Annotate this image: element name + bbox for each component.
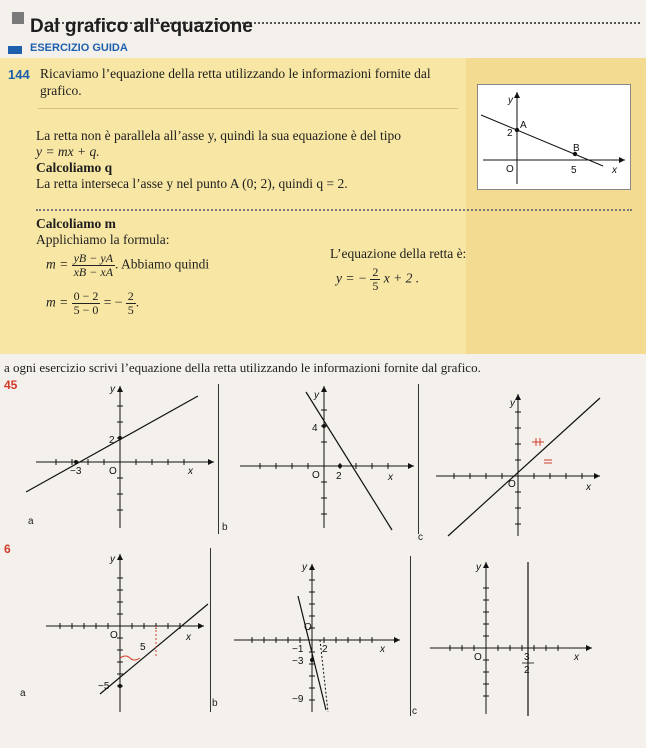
formula: [46, 252, 209, 279]
separator-146-2: [410, 556, 411, 716]
guide-separator-1: [38, 108, 458, 109]
result-simplified: [126, 290, 136, 317]
guide-point-a: [515, 128, 519, 132]
x-label: x: [574, 652, 579, 663]
separator-145-1: [218, 384, 219, 534]
graph-145a: [22, 382, 218, 532]
y-label: y: [110, 554, 115, 565]
arrow-y: [483, 562, 489, 568]
arrow-y: [117, 554, 123, 560]
graph-146b-label: b: [212, 698, 218, 709]
origin-label: O: [312, 470, 320, 481]
result-lhs: m =: [46, 294, 69, 310]
section-marker: [8, 46, 22, 54]
origin-label: O: [110, 630, 118, 641]
guide-origin: O: [506, 164, 514, 175]
result-numerator: 0 − 2: [73, 289, 99, 303]
guide-x-label: x: [612, 165, 617, 176]
tick-label-2: 2: [322, 644, 328, 655]
arrow-y: [309, 564, 315, 570]
instructions: a ogni esercizio scrivi l’equazione della retta utilizzando le informazioni fornite dal grafico.: [4, 360, 481, 375]
tick-label-2: 2: [109, 435, 115, 446]
x-label: x: [388, 472, 393, 483]
origin-label: O: [304, 622, 312, 633]
y-label: y: [302, 562, 307, 573]
red-annotation: [120, 656, 140, 660]
result-fraction: [72, 290, 101, 317]
tick-label-minus1: −1: [292, 644, 304, 655]
guide-intro-line1: Ricaviamo l’equazione della retta utilizzando le informazioni fornite dal: [40, 66, 431, 81]
x-label: x: [188, 466, 193, 477]
calc-m-title: Calcoliamo m: [36, 216, 116, 231]
section-label: ESERCIZIO GUIDA: [30, 42, 128, 54]
result-formula: [46, 290, 139, 317]
graph-145c: [430, 386, 620, 538]
exercise-number-145: 45: [4, 378, 18, 392]
arrow-x: [198, 623, 204, 629]
line-eq-num: 2: [372, 265, 379, 279]
calc-q-text: La retta interseca l’asse y nel punto A (0; 2), quindi q = 2.: [36, 176, 348, 191]
tick-label-4: 4: [312, 423, 318, 434]
point-x-intercept: [338, 464, 342, 468]
guide-intro-line2: grafico.: [40, 83, 82, 98]
graph-line: [306, 392, 392, 530]
line-eq-den: 5: [372, 279, 379, 293]
exercise-number-146: 6: [4, 542, 11, 556]
tick-label-minus3: −3: [70, 466, 82, 477]
line-eq-intro: L’equazione della retta è:: [330, 246, 467, 261]
page-title: Dal grafico all’equazione: [30, 16, 253, 37]
tick-label-2: 2: [336, 471, 342, 482]
graph-146a: [40, 548, 208, 716]
graph-145b-label: b: [222, 522, 228, 533]
graph-145c-label: c: [418, 532, 423, 543]
origin-label: O: [508, 479, 516, 490]
point-y-intercept: [118, 684, 122, 688]
apply-formula: Applichiamo la formula:: [36, 232, 170, 247]
result-denominator: 5 − 0: [73, 303, 99, 317]
tick-label-minus3: −3: [292, 656, 304, 667]
point-y-intercept: [118, 436, 122, 440]
guide-tick-5: 5: [571, 165, 577, 176]
graph-146c: [424, 556, 594, 716]
graph-145a-label: a: [28, 516, 34, 527]
guide-label-b: B: [573, 143, 580, 154]
point-x-intercept: [74, 460, 78, 464]
y-label: y: [476, 562, 481, 573]
arrow-y: [515, 394, 521, 400]
y-label: y: [510, 398, 515, 409]
guide-graph: [477, 84, 629, 188]
ticks: [450, 588, 558, 696]
formula-fraction: [72, 252, 115, 279]
tick-label-minus5: −5: [98, 681, 110, 692]
graph-line: [100, 604, 208, 694]
result-simplified-den: 5: [127, 303, 134, 317]
separator-145-2: [418, 384, 419, 534]
arrow-y: [321, 386, 327, 392]
arrow-x: [594, 473, 600, 479]
arrow-x: [394, 637, 400, 643]
arrow-y: [117, 386, 123, 392]
line-equation: [336, 266, 419, 293]
line-eq-fraction: [370, 266, 380, 293]
tick-label-5: 5: [140, 642, 146, 653]
title-bullet: [12, 12, 24, 24]
formula-lhs: m =: [46, 256, 69, 272]
arrow-x: [408, 463, 414, 469]
point-y-intercept: [310, 658, 314, 662]
graph-146a-label: a: [20, 688, 26, 699]
graph-146c-label: c: [412, 706, 417, 717]
exercise-number-144: 144: [8, 67, 30, 82]
origin-label: O: [474, 652, 482, 663]
y-label: y: [314, 390, 319, 401]
x-label: x: [380, 644, 385, 655]
graph-145b: [230, 382, 420, 532]
point-y-intercept: [322, 424, 326, 428]
graph-146b: [230, 556, 406, 714]
y-label: y: [110, 384, 115, 395]
x-label: x: [586, 482, 591, 493]
guide-dotted-rule: [36, 209, 632, 211]
graph-line: [448, 398, 600, 536]
result-eq: = −: [103, 294, 123, 310]
guide-y-arrow: [514, 92, 520, 98]
calc-q-title: Calcoliamo q: [36, 160, 113, 175]
x-label: x: [186, 632, 191, 643]
line-eq-tail: x + 2 .: [383, 270, 420, 286]
general-form: y = mx + q.: [36, 144, 100, 159]
arrow-x: [586, 645, 592, 651]
guide-y-label: y: [508, 95, 513, 106]
formula-denominator: xB − xA: [73, 265, 114, 279]
not-parallel-text: La retta non è parallela all’asse y, quindi la sua equazione è del tipo: [36, 128, 401, 143]
guide-label-a: A: [520, 120, 527, 131]
formula-numerator: yB − yA: [73, 251, 114, 265]
origin-label: O: [109, 466, 117, 477]
separator-146-1: [210, 548, 211, 712]
guide-tick-2: 2: [507, 128, 513, 139]
guide-line: [481, 115, 603, 166]
tick-label-minus9: −9: [292, 694, 304, 705]
tick-den-2: 2: [524, 665, 530, 676]
arrow-x: [208, 459, 214, 465]
result-simplified-num: 2: [127, 289, 134, 303]
formula-tail: . Abbiamo quindi: [115, 256, 210, 272]
line-eq-lhs: y = −: [336, 270, 367, 286]
tick-num-3: 3: [524, 652, 530, 663]
guide-x-arrow: [619, 157, 625, 163]
result-dot: .: [135, 294, 140, 310]
